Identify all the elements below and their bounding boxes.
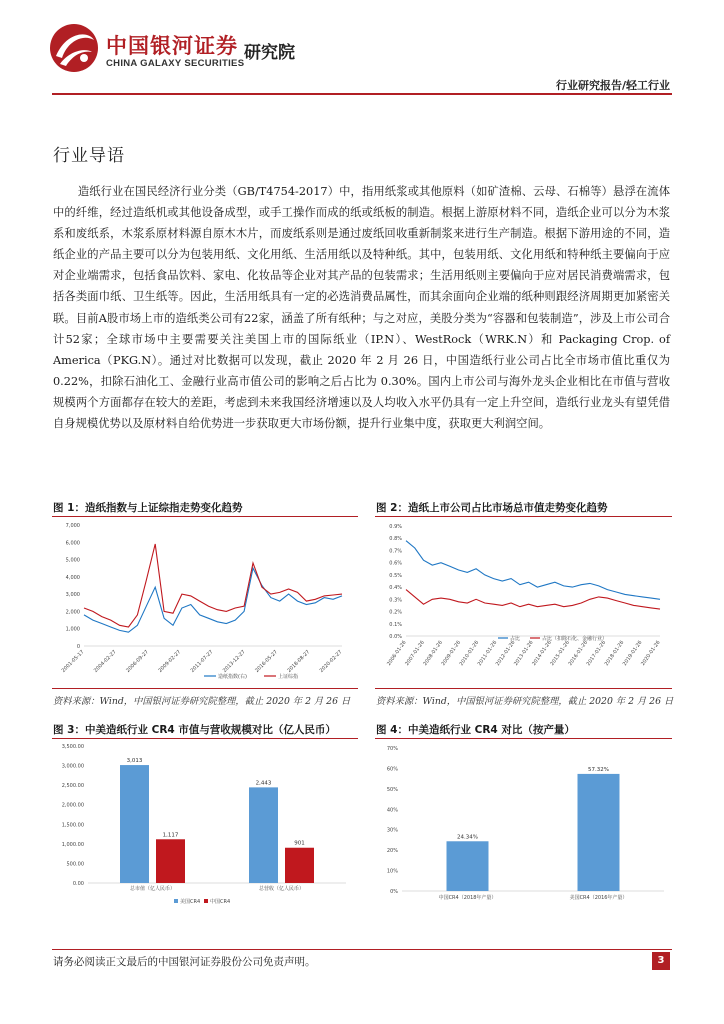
y-tick-label: 1,500.00 bbox=[61, 822, 84, 829]
y-tick-label: 0.8% bbox=[389, 536, 402, 543]
galaxy-logo-icon bbox=[48, 22, 100, 74]
x-tick-label: 2013-01-26 bbox=[513, 639, 535, 667]
y-tick-label: 500.00 bbox=[66, 861, 84, 868]
footer-divider bbox=[52, 949, 672, 950]
figure-1-rule bbox=[52, 516, 358, 517]
y-tick-label: 0.00 bbox=[72, 881, 84, 887]
y-tick-label: 6,000 bbox=[65, 540, 80, 547]
figure-1-source: 资料来源：Wind，中国银河证券研究院整理，截止 2020 年 2 月 26 日 bbox=[53, 696, 351, 707]
bar-2 bbox=[578, 774, 620, 891]
x-tick-label: 2004-02-27 bbox=[92, 649, 118, 674]
x-tick-label: 2001-05-17 bbox=[60, 649, 86, 674]
logo-sub-text: 研究院 bbox=[244, 43, 295, 63]
body-paragraph: 造纸行业在国民经济行业分类（GB/T4754-2017）中，指用纸浆或其他原料（如矿渣棉、云母、石棉等）悬浮在流体中的纤维，经过造纸机或其他设备成型，或手工操作而成的纸或纸板的制造。根据上游原材料不同，造纸企业可以分为木浆系和废纸系，木浆系原材料源自原木木片，而废纸系则是通过废纸回收重新制浆来进行生产制造。根据下游用途的不同，造纸企业的产品主要可以分为包装用纸、文化用纸、生活用纸以及特种纸。其中，包装用纸、文化用纸和特种纸主要偏向于应对企业端需求，包括食品饮料、家电、化妆品等企业对其产品的包装需求；生活用纸则主要偏向于应对居民消费端需求，包括各类面巾纸、卫生纸等。因此，生活用纸具有一定的必选消费品属性，而其余面向企业端的纸种则跟经济周期更加紧密关联。目前A股市场上市的造纸类公司有22家，涵盖了所有纸种；与之对应，美股分类为“容器和包装制造”，涉及上市公司合计52家；全球市场中主要需要关注美国上市的国际纸业（IP.N）、WestRock（WRK.N）和 Packaging Crop. of America（PKG.N）。通过对比数据可以发现，截止 2020 年 2 月 26 日，中国造纸行业公司占比全市场市值比重仅为 0.22%，扣除石油化工、金融行业高市值公司的影响之后占比为 0.30%。国内上市公司与海外龙头企业相比在市值与营收规模两个方面都存在较大的差距，考虑到未来我国经济增速以及人均收入水平仍具有一定上升空间，造纸行业龙头有望凭借自身规模优势以及原材料自给优势进一步获取更大市场份额，提升行业集中度，获取更大利润空间。 bbox=[53, 185, 670, 431]
bar-value-label: 3,013 bbox=[126, 758, 143, 765]
series-line-1 bbox=[406, 541, 660, 600]
y-tick-label: 0.5% bbox=[389, 572, 402, 579]
x-tick-label: 2016-05-27 bbox=[254, 649, 279, 674]
y-tick-label: 0.4% bbox=[389, 585, 402, 592]
figure-3-title: 图 3：中美造纸行业 CR4 市值与营收规模对比（亿人民币） bbox=[53, 724, 336, 736]
y-tick-label: 0 bbox=[76, 644, 80, 650]
bar-value-label: 24.34% bbox=[457, 834, 478, 841]
y-tick-label: 2,500.00 bbox=[61, 783, 84, 790]
y-tick-label: 30% bbox=[386, 827, 398, 834]
x-category-label: 中国CR4（2018年产量） bbox=[438, 895, 497, 901]
x-category-label: 总市值（亿人民币） bbox=[129, 886, 176, 892]
y-tick-label: 0.1% bbox=[389, 621, 402, 628]
y-tick-label: 0.3% bbox=[389, 597, 402, 604]
figure-4-title: 图 4：中美造纸行业 CR4 对比（按产量） bbox=[376, 724, 575, 736]
x-tick-label: 2010-01-26 bbox=[458, 639, 481, 667]
y-tick-label: 50% bbox=[386, 786, 398, 793]
legend-label-1: 美国CR4 bbox=[180, 899, 201, 905]
legend-label-1: 造纸指数(右) bbox=[218, 674, 247, 680]
x-tick-label: 2009-01-26 bbox=[440, 639, 463, 667]
x-tick-label: 2018-01-26 bbox=[603, 639, 626, 667]
y-tick-label: 2,000.00 bbox=[61, 802, 84, 809]
y-tick-label: 0.6% bbox=[389, 560, 402, 567]
legend-label-2: 上证综指 bbox=[278, 674, 299, 680]
x-tick-label: 2016-01-26 bbox=[567, 639, 590, 667]
x-tick-label: 2013-12-27 bbox=[221, 649, 247, 674]
y-tick-label: 0.2% bbox=[389, 609, 402, 616]
series-line-2 bbox=[84, 544, 342, 627]
x-tick-label: 2018-08-27 bbox=[286, 649, 312, 674]
header-divider bbox=[52, 93, 672, 95]
legend-label-1: 占比 bbox=[510, 636, 521, 642]
y-tick-label: 3,000 bbox=[65, 592, 80, 599]
x-tick-label: 2008-01-26 bbox=[422, 639, 444, 667]
y-tick-label: 60% bbox=[386, 766, 398, 773]
bar-1 bbox=[447, 841, 489, 891]
legend-label-2: 占比（扣除石化、金融行业） bbox=[542, 636, 608, 642]
bar-2-1 bbox=[156, 839, 185, 883]
y-tick-label: 40% bbox=[386, 807, 398, 814]
y-tick-label: 0.9% bbox=[389, 524, 402, 530]
y-tick-label: 20% bbox=[386, 848, 398, 855]
figure-2-title: 图 2：造纸上市公司占比市场总市值走势变化趋势 bbox=[376, 502, 608, 514]
report-category: 行业研究报告/轻工行业 bbox=[555, 79, 670, 92]
figure-1-title: 图 1：造纸指数与上证综指走势变化趋势 bbox=[53, 502, 243, 514]
x-tick-label: 2007-01-26 bbox=[404, 639, 426, 667]
x-tick-label: 2006-09-27 bbox=[125, 649, 150, 674]
y-tick-label: 10% bbox=[386, 868, 398, 875]
x-tick-label: 2014-01-26 bbox=[531, 639, 553, 667]
bar-1-1 bbox=[120, 765, 149, 883]
series-line-1 bbox=[84, 568, 342, 632]
x-tick-label: 2020-02-27 bbox=[318, 649, 344, 674]
x-category-label: 美国CR4（2016年产量） bbox=[569, 895, 628, 901]
x-tick-label: 2009-02-27 bbox=[157, 649, 183, 674]
y-tick-label: 7,000 bbox=[65, 523, 80, 529]
figure-3-rule bbox=[52, 738, 358, 739]
bar-value-label: 2,443 bbox=[255, 780, 272, 787]
x-tick-label: 2011-01-26 bbox=[476, 639, 499, 667]
y-tick-label: 0.7% bbox=[389, 548, 402, 555]
legend-swatch-1 bbox=[174, 899, 178, 903]
figure-2-bottom-rule bbox=[375, 688, 672, 689]
y-tick-label: 3,000.00 bbox=[61, 763, 84, 770]
y-tick-label: 2,000 bbox=[65, 609, 80, 616]
page-number: 3 bbox=[652, 952, 670, 970]
y-tick-label: 3,500.00 bbox=[61, 744, 84, 750]
legend-swatch-2 bbox=[204, 899, 208, 903]
x-tick-label: 2006-01-26 bbox=[386, 639, 408, 667]
y-tick-label: 70% bbox=[386, 746, 398, 752]
series-line-2 bbox=[406, 590, 660, 610]
section-title: 行业导语 bbox=[53, 146, 125, 166]
y-tick-label: 4,000 bbox=[65, 574, 80, 581]
figure-1-bottom-rule bbox=[52, 688, 358, 689]
x-tick-label: 2017-01-26 bbox=[585, 639, 608, 667]
logo-cn-text: 中国银河证券 bbox=[106, 34, 238, 58]
figure-1-chart bbox=[54, 518, 354, 686]
bar-value-label: 57.32% bbox=[588, 766, 609, 773]
x-tick-label: 2011-07-27 bbox=[189, 649, 215, 674]
figure-2-source: 资料来源：Wind，中国银河证券研究院整理，截止 2020 年 2 月 26 日 bbox=[376, 696, 674, 707]
y-tick-label: 0% bbox=[390, 889, 398, 895]
x-tick-label: 2012-01-26 bbox=[494, 639, 517, 667]
figure-4-rule bbox=[375, 738, 672, 739]
x-tick-label: 2019-01-26 bbox=[621, 639, 644, 667]
x-tick-label: 2020-01-26 bbox=[640, 639, 662, 667]
figure-4-chart bbox=[378, 740, 670, 912]
x-tick-label: 2015-01-26 bbox=[549, 639, 571, 667]
figure-2-rule bbox=[375, 516, 672, 517]
y-tick-label: 1,000.00 bbox=[61, 841, 84, 848]
x-category-label: 总营收（亿人民币） bbox=[258, 886, 305, 892]
y-tick-label: 0.0% bbox=[389, 634, 402, 640]
y-tick-label: 5,000 bbox=[65, 557, 80, 564]
figure-2-chart bbox=[378, 518, 670, 686]
bar-value-label: 1,117 bbox=[162, 832, 179, 839]
bar-value-label: 901 bbox=[294, 840, 305, 847]
legend-label-2: 中国CR4 bbox=[210, 899, 231, 905]
logo-en-text: CHINA GALAXY SECURITIES bbox=[106, 58, 245, 69]
bar-2-2 bbox=[285, 848, 314, 883]
y-tick-label: 1,000 bbox=[65, 626, 80, 633]
page-header bbox=[0, 0, 724, 96]
bar-1-2 bbox=[249, 787, 278, 883]
footer-disclaimer: 请务必阅读正文最后的中国银河证券股份公司免责声明。 bbox=[53, 956, 316, 968]
figure-3-chart bbox=[54, 740, 354, 912]
